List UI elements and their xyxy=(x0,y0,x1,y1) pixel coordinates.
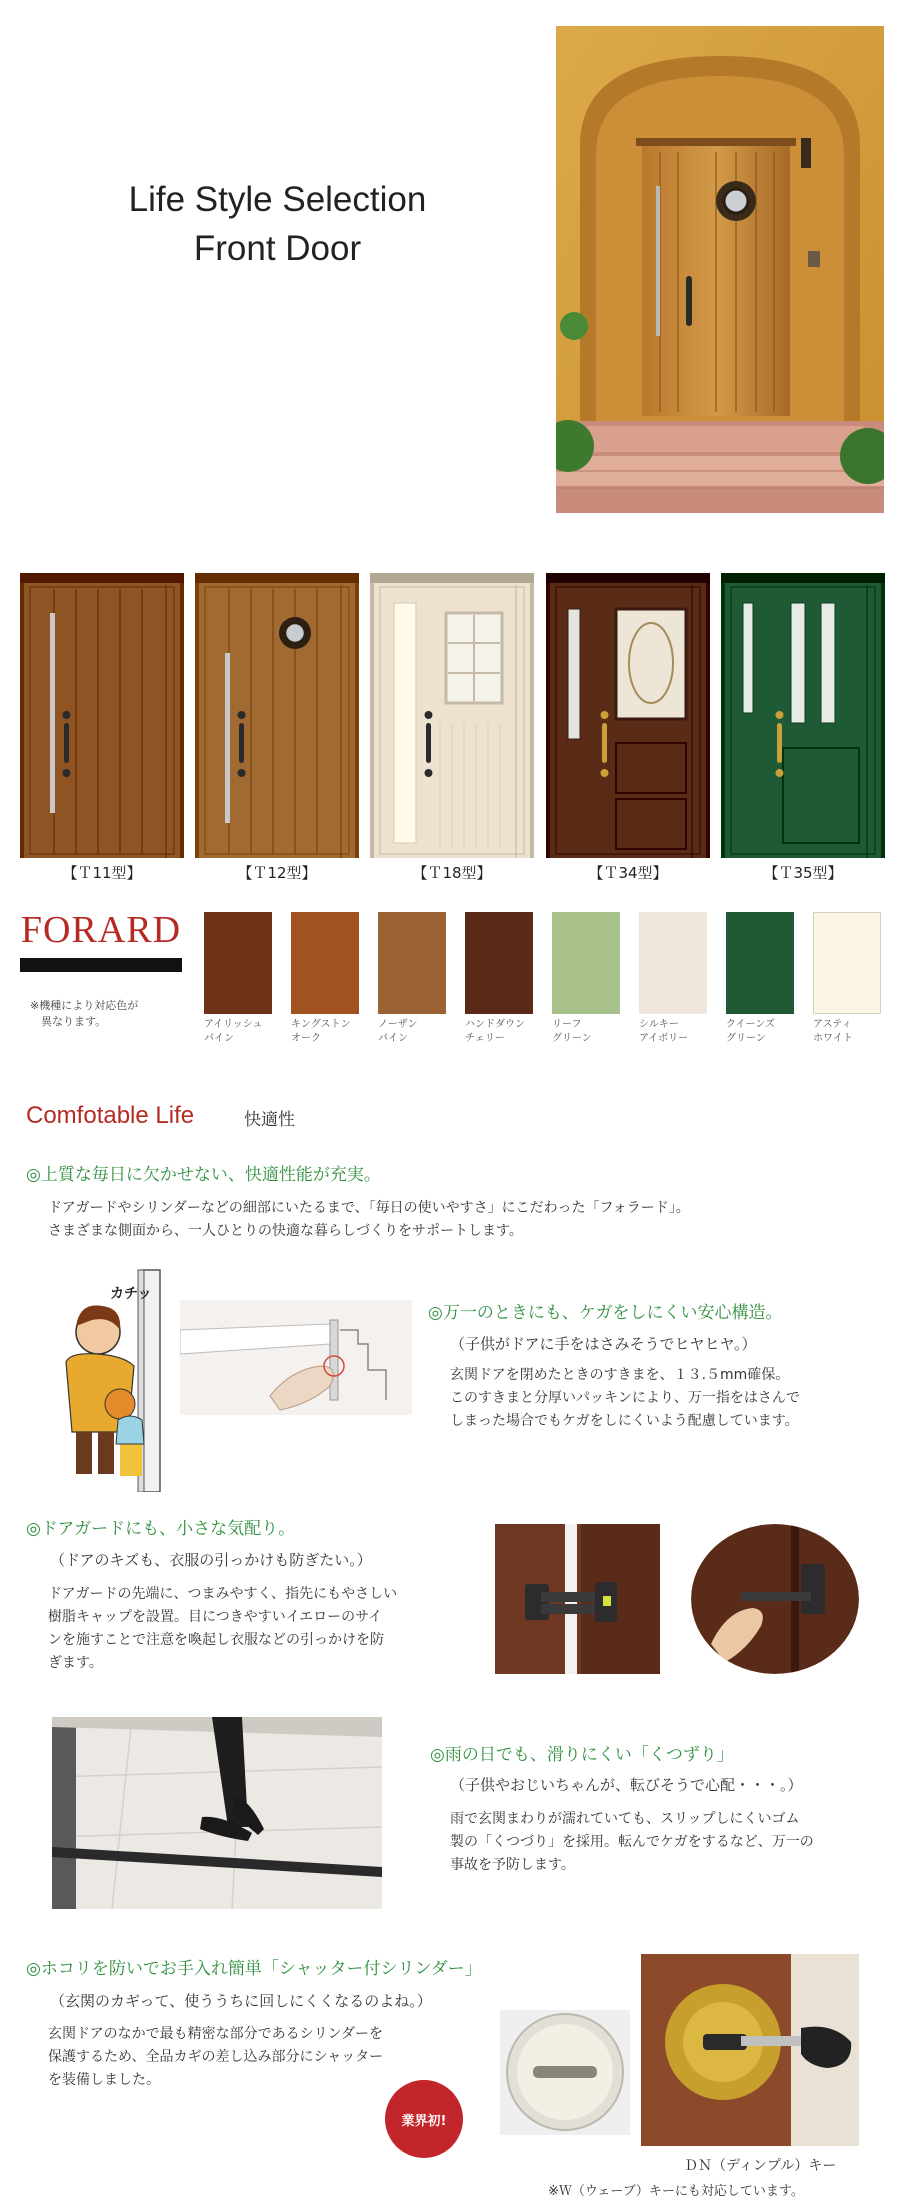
color-swatch xyxy=(639,912,707,1014)
color-swatch xyxy=(726,912,794,1014)
sill-subheading: （子供やおじいちゃんが、転びそうで心配・・・。） xyxy=(450,1776,803,1794)
guard-subheading: （ドアのキズも、衣服の引っかけも防ぎたい。） xyxy=(50,1551,372,1569)
guard-body: ドアガードの先端に、つまみやすく、指先にもやさしい 樹脂キャップを設置。目につきやすいイエローのサイ ンを施すことで注意を喚起し衣服などの引っかけを防 ぎます。 xyxy=(48,1586,398,1671)
door-label-t12: 【Ｔ12型】 xyxy=(237,864,317,882)
cylinder-subheading: （玄関のカギって、使ううちに回しにくくなるのよね。） xyxy=(50,1992,432,2010)
swatch-name: ノーザン パイン xyxy=(378,1019,418,1044)
swatch-name: アイリッシュ パイン xyxy=(204,1019,263,1044)
safety-subheading: （子供がドアに手をはさみそうでヒヤヒヤ。） xyxy=(450,1335,757,1353)
hero-door-photo xyxy=(556,26,884,513)
color-swatch xyxy=(378,912,446,1014)
safety-heading: ◎万一のときにも、ケガをしにくい安心構造。 xyxy=(428,1303,783,1323)
door-label-t34: 【Ｔ34型】 xyxy=(588,864,668,882)
door-guard-hand-photo xyxy=(691,1524,859,1674)
color-swatch xyxy=(291,912,359,1014)
sfx-text: カチッ xyxy=(110,1286,152,1302)
color-swatch xyxy=(552,912,620,1014)
hero-title xyxy=(0,175,555,273)
door-gap-diagram xyxy=(180,1300,412,1415)
safety-body: 玄関ドアを閉めたときのすきまを、１３.５mm確保。 このすきまと分厚いパッキンにより、万一指をはさんで しまった場合でもケガをしにくいよう配慮しています。 xyxy=(450,1367,800,1429)
door-label-t18: 【Ｔ18型】 xyxy=(412,864,492,882)
brand-bar xyxy=(20,958,182,972)
swatch-name: アスティ ホワイト xyxy=(813,1019,853,1044)
hero-title-line2: Front Door xyxy=(193,229,362,268)
entrance-sill-photo xyxy=(52,1717,382,1909)
key-note: ※Ｗ（ウェーブ）キーにも対応しています。 xyxy=(548,2184,804,2199)
door-guard-photo xyxy=(495,1524,660,1674)
cylinder-key-photo xyxy=(641,1954,859,2146)
color-swatch xyxy=(813,912,881,1014)
section-title: Comfotable Life xyxy=(26,1102,195,1129)
door-t12 xyxy=(195,573,359,858)
door-label-t35: 【Ｔ35型】 xyxy=(763,864,843,882)
color-swatch xyxy=(204,912,272,1014)
door-t18 xyxy=(370,573,534,858)
brand-note: ※機種により対応色が 異なります。 xyxy=(30,999,139,1028)
door-t35 xyxy=(721,573,885,858)
cylinder-body: 玄関ドアのなかで最も精密な部分であるシリンダーを 保護するため、全品カギの差し込み部分にシャッター を装備しました。 xyxy=(48,2026,384,2088)
child-illustration xyxy=(58,1262,170,1492)
swatch-name: シルキー アイボリー xyxy=(639,1019,689,1044)
key-caption: ＤＮ（ディンプル）キー xyxy=(684,2158,837,2174)
cylinder-heading: ◎ホコリを防いでお手入れ簡単「シャッター付シリンダー」 xyxy=(26,1959,482,1979)
brand-logo: FORARD xyxy=(20,909,182,951)
section-subtitle: 快適性 xyxy=(244,1110,295,1130)
hero-title-line1: Life Style Selection xyxy=(128,180,427,219)
sill-heading: ◎雨の日でも、滑りにくい「くつずり」 xyxy=(430,1745,734,1765)
hero-door-illustration xyxy=(556,26,884,513)
intro-heading: ◎上質な毎日に欠かせない、快適性能が充実。 xyxy=(26,1165,381,1185)
sill-body: 雨で玄関まわりが濡れていても、スリップしにくいゴム 製の「くつづり」を採用。転んでケガをするなど、万一の 事故を予防します。 xyxy=(450,1811,814,1873)
door-t11 xyxy=(20,573,184,858)
guard-heading: ◎ドアガードにも、小さな気配り。 xyxy=(26,1519,296,1539)
swatch-name: キングストン オーク xyxy=(291,1019,351,1044)
cylinder-shutter-photo xyxy=(500,2010,630,2135)
door-label-t11: 【Ｔ11型】 xyxy=(62,864,142,882)
color-swatch xyxy=(465,912,533,1014)
swatch-name: ハンドダウン チェリー xyxy=(465,1019,525,1044)
swatch-name: リーフ グリーン xyxy=(552,1019,592,1044)
industry-first-badge: 業界初! xyxy=(385,2080,463,2158)
door-t34 xyxy=(546,573,710,858)
swatch-name: クイーンズ グリーン xyxy=(726,1019,775,1044)
intro-body: ドアガードやシリンダーなどの細部にいたるまで、「毎日の使いやすさ」にこだわった「フォラード」。 さまざまな側面から、一人ひとりの快適な暮らしづくりをサポートします。 xyxy=(48,1200,690,1239)
